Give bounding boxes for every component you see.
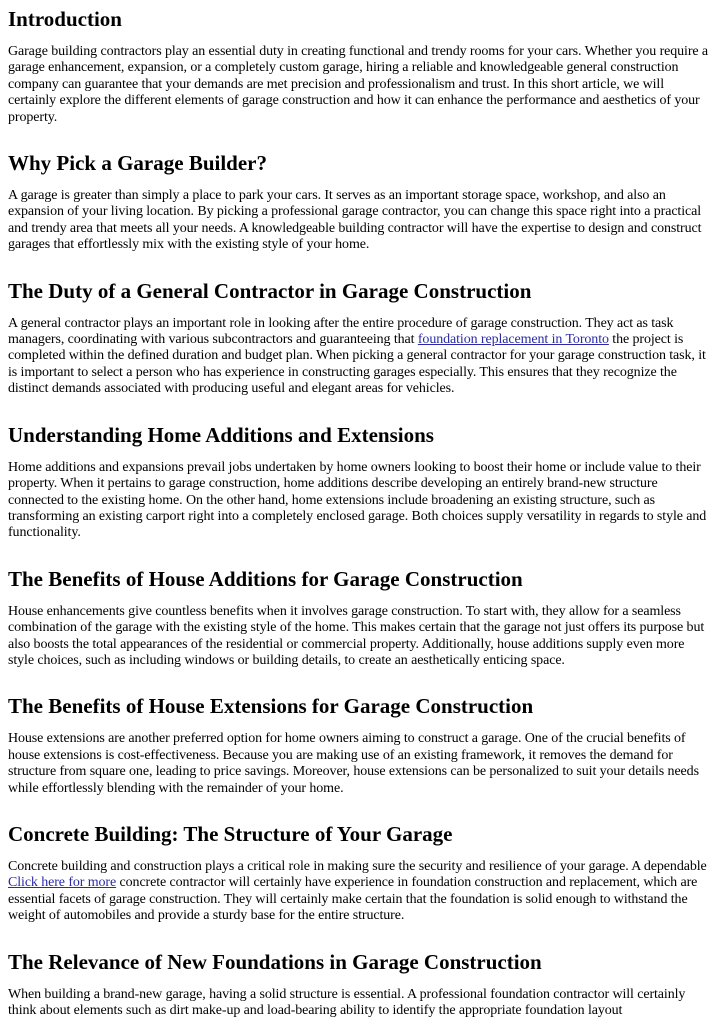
heading-why-pick-garage-builder: Why Pick a Garage Builder? bbox=[8, 151, 267, 176]
heading-home-additions-extensions: Understanding Home Additions and Extensions bbox=[8, 422, 434, 447]
foundation-replacement-link[interactable]: foundation replacement in Toronto bbox=[417, 332, 609, 348]
heading-concrete-building: Concrete Building: The Structure of Your Garage bbox=[8, 821, 453, 846]
paragraph-introduction: Garage building contractors play an essential duty in creating functional and trendy rooms for your cars. Whether you require a garage enhancement, expansion, or a completely custom garage, hiring a reliable and knowledgeable general construction company can guarantee that your demands are met precision and professionalism and trust. In this short article, we will certainly explore the different elements of garage construction and how it can enhance the performance and aesthetics of your property. bbox=[8, 44, 709, 125]
heading-introduction: Introduction bbox=[8, 7, 122, 31]
paragraph-home-additions-extensions: Home additions and expansions prevail jobs undertaken by home owners looking to boost their home or include value to their property. When it pertains to garage construction, home additions describe developing an entirely brand-new structure connected to the existing home. On the other hand, home extensions include broadening an existing structure, such as transforming an existing carport right into a completely enclosed garage. Both choices supply versatility in regards to style and functionality. bbox=[8, 459, 707, 541]
paragraph-general-contractor-duty bbox=[8, 316, 712, 398]
heading-benefits-house-additions: The Benefits of House Additions for Garage Construction bbox=[8, 566, 523, 591]
paragraph-why-pick-garage-builder: A garage is greater than simply a place to park your cars. It serves as an important storage space, workshop, and also an expansion of your living location. By picking a professional garage contractor, you can change this space right into a practical and trendy area that meets all your needs. A knowledgeable building contractor will have the expertise to design and construct garages that effortlessly mix with the existing style of your home. bbox=[8, 188, 702, 253]
paragraph-benefits-house-extensions: House extensions are another preferred option for home owners aiming to construct a garage. One of the crucial benefits of house extensions is cost-effectiveness. Because you are making use of an existing framework, it removes the demand for structure from square one, leading to price savings. Moreover, house extensions can be personalized to suit your details needs while effortlessly blending with the remainder of your home. bbox=[8, 731, 699, 796]
document-body bbox=[0, 6, 720, 1019]
paragraph-text-before-link: Concrete building and construction plays a critical role in making sure the security and resilience of your garage. A dependable bbox=[8, 858, 707, 874]
heading-general-contractor-duty: The Duty of a General Contractor in Garage Construction bbox=[8, 278, 532, 303]
paragraph-new-foundations: When building a brand-new garage, having a solid structure is essential. A professional foundation contractor will certainly think about elements such as dirt make-up and load-bearing ability to identify the appropriate foundation layout bbox=[8, 986, 686, 1018]
heading-new-foundations: The Relevance of New Foundations in Garage Construction bbox=[8, 949, 542, 974]
click-here-for-more-link[interactable]: Click here for more bbox=[8, 875, 117, 891]
paragraph-text-after-link: concrete contractor will certainly have experience in foundation construction and replacement, which are essential facets of garage construction. They will certainly make certain that the foundation is solid enough to withstand the weight of automobiles and provide a sturdy base for the entire structure. bbox=[8, 875, 698, 924]
paragraph-benefits-house-additions: House enhancements give countless benefits when it involves garage construction. To start with, they allow for a seamless combination of the garage with the existing style of the home. This makes certain that the garage not just offers its purpose but also boosts the total appearances of the residential or commercial property. Additionally, house additions supply even more style choices, such as including windows or building details, to create an aesthetically enticing space. bbox=[8, 603, 705, 668]
heading-benefits-house-extensions: The Benefits of House Extensions for Garage Construction bbox=[8, 694, 534, 719]
paragraph-concrete-building bbox=[8, 859, 712, 925]
paragraph-text-before-link: A general contractor plays an important role in looking after the entire procedure of garage construction. They act as task managers, coordinating with various subcontractors and guaranteeing that bbox=[8, 315, 674, 348]
paragraph-text-after-link: the project is completed within the defined duration and budget plan. When picking a general contractor for your garage construction task, it is important to select a person who has experience in constructing garages especially. This ensures that they recognize the distinct demands associated with producing useful and elegant areas for vehicles. bbox=[8, 332, 706, 397]
